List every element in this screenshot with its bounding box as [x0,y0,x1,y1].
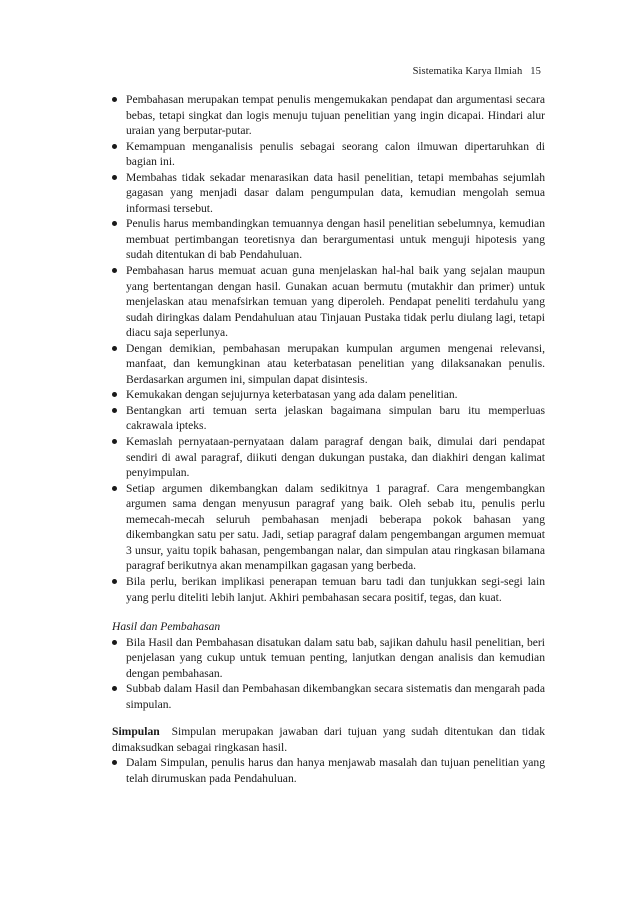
simpulan-paragraph [112,724,545,755]
bullet-icon [112,579,117,584]
bullet-icon [112,144,117,149]
list-item: Penulis harus membandingkan temuannya dengan hasil penelitian sebelumnya, kemudian membuat pertimbangan teoretisnya dan berargumentasi untuk menguji hipotesis yang sudah ditentukan di bab Pendahuluan. [112,216,545,263]
page-number: 15 [530,66,541,77]
list-item: Setiap argumen dikembangkan dalam sedikitnya 1 paragraf. Cara mengembangkan argumen sama dengan menyusun paragraf yang baik. Oleh sebab itu, penulis perlu memecah-mecah seluruh pembahasan menjadi beberapa pokok bahasan yang dikembangkan satu per satu. Jadi, setiap paragraf dalam pengembangan argumen memuat 3 unsur, yaitu topik bahasan, pengembangan nalar, dan simpulan atau ringkasan bilamana paragraf berikutnya akan menampilkan gagasan yang berbeda. [112,481,545,574]
simpulan-term: Simpulan [112,725,160,739]
list-item: Kemaslah pernyataan-pernyataan dalam paragraf dengan baik, dimulai dari pendapat sendiri di awal paragraf, diikuti dengan dukungan pustaka, dan diakhiri dengan kalimat penyimpulan. [112,434,545,481]
bullet-icon [112,408,117,413]
bullet-icon [112,97,117,102]
bullet-icon [112,760,117,765]
list-item: Bila Hasil dan Pembahasan disatukan dalam satu bab, sajikan dahulu hasil penelitian, beri penjelasan yang cukup untuk temuan penting, lanjutkan dengan analisis dan kemudian dengan pembahasan. [112,635,545,682]
bullet-icon [112,640,117,645]
page-body [112,92,545,787]
list-item: Dalam Simpulan, penulis harus dan hanya menjawab masalah dan tujuan penelitian yang telah dirumuskan pada Pendahuluan. [112,755,545,786]
bullet-icon [112,346,117,351]
list-item: Bentangkan arti temuan serta jelaskan bagaimana simpulan baru itu memperluas cakrawala ipteks. [112,403,545,434]
section-heading-hasil-pembahasan: Hasil dan Pembahasan [112,620,221,634]
simpulan-list [112,755,545,786]
list-item: Bila perlu, berikan implikasi penerapan temuan baru tadi dan tunjukkan segi-segi lain yang perlu diteliti lebih lanjut. Akhiri pembahasan secara positif, tegas, dan kuat. [112,574,545,605]
bullet-icon [112,392,117,397]
running-title: Sistematika Karya Ilmiah [412,66,523,77]
bullet-icon [112,486,117,491]
list-item: Kemukakan dengan sejujurnya keterbatasan yang ada dalam penelitian. [112,387,545,403]
list-item: Kemampuan menganalisis penulis sebagai seorang calon ilmuwan dipertaruhkan di bagian ini. [112,139,545,170]
hasil-pembahasan-list [112,635,545,713]
bullet-icon [112,221,117,226]
page-header [413,66,541,77]
list-item: Subbab dalam Hasil dan Pembahasan dikembangkan secara sistematis dan mengarah pada simpulan. [112,681,545,712]
list-item: Pembahasan merupakan tempat penulis mengemukakan pendapat dan argumentasi secara bebas, tetapi singkat dan logis menuju tujuan penelitian yang ingin dicapai. Hindari alur uraian yang berputar-putar. [112,92,545,139]
bullet-icon [112,439,117,444]
pembahasan-list [112,92,545,605]
list-item: Membahas tidak sekadar menarasikan data hasil penelitian, tetapi membahas sejumlah gagasan yang menjadi dasar dalam pengumpulan data, kemudian mengolah semua informasi tersebut. [112,170,545,217]
bullet-icon [112,175,117,180]
list-item: Dengan demikian, pembahasan merupakan kumpulan argumen mengenai relevansi, manfaat, dan kemungkinan atau keterbatasan penelitian yang dilaksanakan penulis. Berdasarkan argumen ini, simpulan dapat disintesis. [112,341,545,388]
bullet-icon [112,268,117,273]
list-item: Pembahasan harus memuat acuan guna menjelaskan hal-hal baik yang sejalan maupun yang bertentangan dengan hasil. Gunakan acuan bermutu (mutakhir dan primer) untuk menjelaskan atau menafsirkan temuan yang diperoleh. Pendapat peneliti terdahulu yang sudah diringkas dalam Pendahuluan atau Tinjauan Pustaka tidak perlu diulang lagi, tetapi diacu saja seperlunya. [112,263,545,341]
simpulan-text: Simpulan merupakan jawaban dari tujuan yang sudah ditentukan dan tidak dimaksudkan sebagai ringkasan hasil. [112,725,546,754]
bullet-icon [112,686,117,691]
